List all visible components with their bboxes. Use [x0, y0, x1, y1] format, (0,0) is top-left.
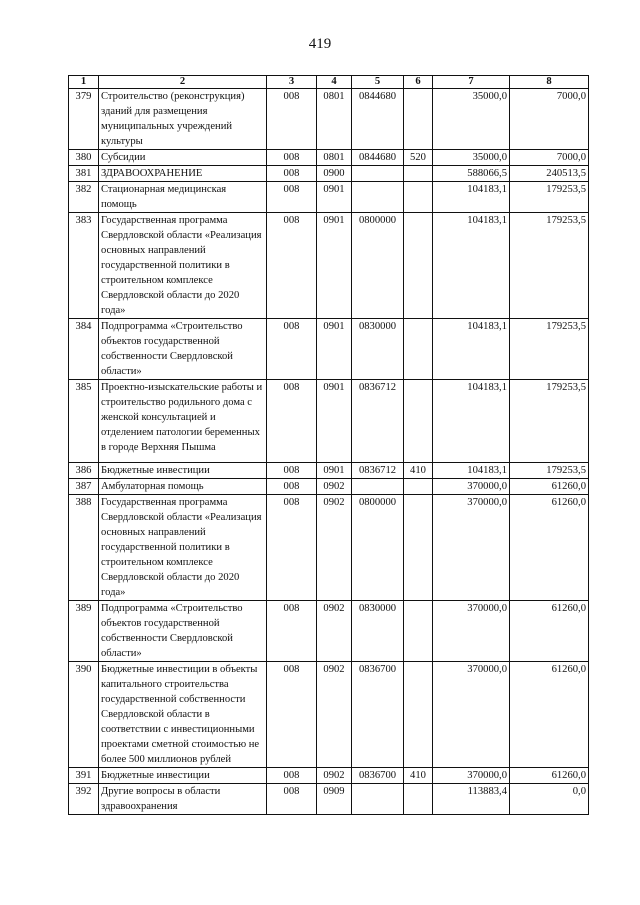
target-code: [352, 784, 404, 815]
department-code: 008: [267, 784, 317, 815]
table-row: [69, 784, 589, 815]
target-code: 0800000: [352, 495, 404, 601]
row-number: 383: [69, 213, 99, 319]
table-row: [69, 150, 589, 166]
target-code: 0830000: [352, 601, 404, 662]
amount-col8: 179253,5: [510, 213, 589, 319]
section-code: 0801: [317, 150, 352, 166]
expense-type-code: [404, 495, 433, 601]
department-code: 008: [267, 213, 317, 319]
target-code: [352, 479, 404, 495]
expense-type-code: [404, 479, 433, 495]
amount-col8: 179253,5: [510, 182, 589, 213]
row-number: 387: [69, 479, 99, 495]
section-code: 0909: [317, 784, 352, 815]
row-name: Подпрограмма «Строительство объектов государственной собственности Свердловской области»: [99, 319, 267, 380]
target-code: 0836700: [352, 768, 404, 784]
row-number: 382: [69, 182, 99, 213]
department-code: 008: [267, 662, 317, 768]
row-name: Бюджетные инвестиции: [99, 768, 267, 784]
expense-type-code: 520: [404, 150, 433, 166]
table-row: [69, 166, 589, 182]
row-name: Бюджетные инвестиции: [99, 463, 267, 479]
department-code: 008: [267, 319, 317, 380]
row-number: 391: [69, 768, 99, 784]
amount-col8: 61260,0: [510, 662, 589, 768]
amount-col8: 179253,5: [510, 319, 589, 380]
section-code: 0902: [317, 662, 352, 768]
column-header-1: 1: [69, 76, 99, 89]
column-header-7: 7: [433, 76, 510, 89]
target-code: 0830000: [352, 319, 404, 380]
amount-col7: 588066,5: [433, 166, 510, 182]
table-row: [69, 89, 589, 150]
department-code: 008: [267, 495, 317, 601]
table-row: [69, 380, 589, 463]
amount-col8: 7000,0: [510, 89, 589, 150]
column-header-5: 5: [352, 76, 404, 89]
amount-col7: 104183,1: [433, 380, 510, 463]
table-row: [69, 213, 589, 319]
target-code: 0836700: [352, 662, 404, 768]
target-code: [352, 182, 404, 213]
section-code: 0902: [317, 495, 352, 601]
column-header-8: 8: [510, 76, 589, 89]
expense-type-code: 410: [404, 463, 433, 479]
page-number: 419: [308, 36, 332, 52]
section-code: 0801: [317, 89, 352, 150]
section-code: 0900: [317, 166, 352, 182]
amount-col7: 370000,0: [433, 495, 510, 601]
row-number: 379: [69, 89, 99, 150]
amount-col7: 104183,1: [433, 319, 510, 380]
amount-col8: 61260,0: [510, 768, 589, 784]
amount-col7: 35000,0: [433, 150, 510, 166]
section-code: 0902: [317, 479, 352, 495]
amount-col8: 240513,5: [510, 166, 589, 182]
amount-col8: 61260,0: [510, 479, 589, 495]
row-name: Стационарная медицинская помощь: [99, 182, 267, 213]
amount-col7: 35000,0: [433, 89, 510, 150]
section-code: 0901: [317, 463, 352, 479]
row-name: Бюджетные инвестиции в объекты капитального строительства государственной собственности Свердловской области в соответствии с инвестиционными проектами сметной стоимостью не более 500 миллионов рублей: [99, 662, 267, 768]
department-code: 008: [267, 479, 317, 495]
section-code: 0901: [317, 380, 352, 463]
table-row: [69, 768, 589, 784]
column-header-2: 2: [99, 76, 267, 89]
department-code: 008: [267, 182, 317, 213]
row-name: Строительство (реконструкция) зданий для размещения муниципальных учреждений культуры: [99, 89, 267, 150]
row-number: 388: [69, 495, 99, 601]
table-row: [69, 182, 589, 213]
expense-type-code: [404, 182, 433, 213]
amount-col8: 179253,5: [510, 463, 589, 479]
target-code: [352, 166, 404, 182]
target-code: 0844680: [352, 150, 404, 166]
amount-col7: 370000,0: [433, 479, 510, 495]
table-row: [69, 662, 589, 768]
row-name: Государственная программа Свердловской области «Реализация основных направлений государственной политики в строительном комплексе Свердловской области до 2020 года»: [99, 213, 267, 319]
expense-type-code: [404, 166, 433, 182]
row-number: 380: [69, 150, 99, 166]
target-code: 0800000: [352, 213, 404, 319]
section-code: 0902: [317, 768, 352, 784]
row-name: Проектно-изыскательские работы и строительство родильного дома с женской консультацией и отделением патологии беременных в городе Верхняя Пышма: [99, 380, 267, 463]
expense-type-code: [404, 213, 433, 319]
department-code: 008: [267, 89, 317, 150]
amount-col8: 179253,5: [510, 380, 589, 463]
target-code: 0836712: [352, 380, 404, 463]
amount-col7: 113883,4: [433, 784, 510, 815]
department-code: 008: [267, 601, 317, 662]
table-row: [69, 495, 589, 601]
section-code: 0901: [317, 182, 352, 213]
amount-col8: 7000,0: [510, 150, 589, 166]
department-code: 008: [267, 166, 317, 182]
row-number: 389: [69, 601, 99, 662]
section-code: 0901: [317, 319, 352, 380]
department-code: 008: [267, 380, 317, 463]
amount-col7: 370000,0: [433, 662, 510, 768]
amount-col7: 370000,0: [433, 601, 510, 662]
row-name: Амбулаторная помощь: [99, 479, 267, 495]
expense-type-code: [404, 601, 433, 662]
target-code: 0844680: [352, 89, 404, 150]
department-code: 008: [267, 150, 317, 166]
header-row: [69, 76, 589, 89]
row-number: 392: [69, 784, 99, 815]
row-number: 390: [69, 662, 99, 768]
row-number: 385: [69, 380, 99, 463]
expense-type-code: [404, 89, 433, 150]
expense-type-code: [404, 380, 433, 463]
column-header-3: 3: [267, 76, 317, 89]
table-row: [69, 319, 589, 380]
expense-type-code: 410: [404, 768, 433, 784]
amount-col7: 104183,1: [433, 213, 510, 319]
row-name: Субсидии: [99, 150, 267, 166]
row-name: Подпрограмма «Строительство объектов государственной собственности Свердловской области»: [99, 601, 267, 662]
row-number: 386: [69, 463, 99, 479]
expense-type-code: [404, 319, 433, 380]
row-name: Государственная программа Свердловской области «Реализация основных направлений государственной политики в строительном комплексе Свердловской области до 2020 года»: [99, 495, 267, 601]
department-code: 008: [267, 463, 317, 479]
expense-type-code: [404, 662, 433, 768]
amount-col8: 61260,0: [510, 601, 589, 662]
table-row: [69, 479, 589, 495]
row-name: ЗДРАВООХРАНЕНИЕ: [99, 166, 267, 182]
expense-type-code: [404, 784, 433, 815]
amount-col7: 370000,0: [433, 768, 510, 784]
column-header-4: 4: [317, 76, 352, 89]
row-number: 381: [69, 166, 99, 182]
amount-col7: 104183,1: [433, 463, 510, 479]
table-row: [69, 463, 589, 479]
section-code: 0901: [317, 213, 352, 319]
department-code: 008: [267, 768, 317, 784]
budget-table: [68, 75, 589, 815]
column-header-6: 6: [404, 76, 433, 89]
table-row: [69, 601, 589, 662]
row-number: 384: [69, 319, 99, 380]
amount-col8: 61260,0: [510, 495, 589, 601]
target-code: 0836712: [352, 463, 404, 479]
amount-col8: 0,0: [510, 784, 589, 815]
section-code: 0902: [317, 601, 352, 662]
amount-col7: 104183,1: [433, 182, 510, 213]
row-name: Другие вопросы в области здравоохранения: [99, 784, 267, 815]
